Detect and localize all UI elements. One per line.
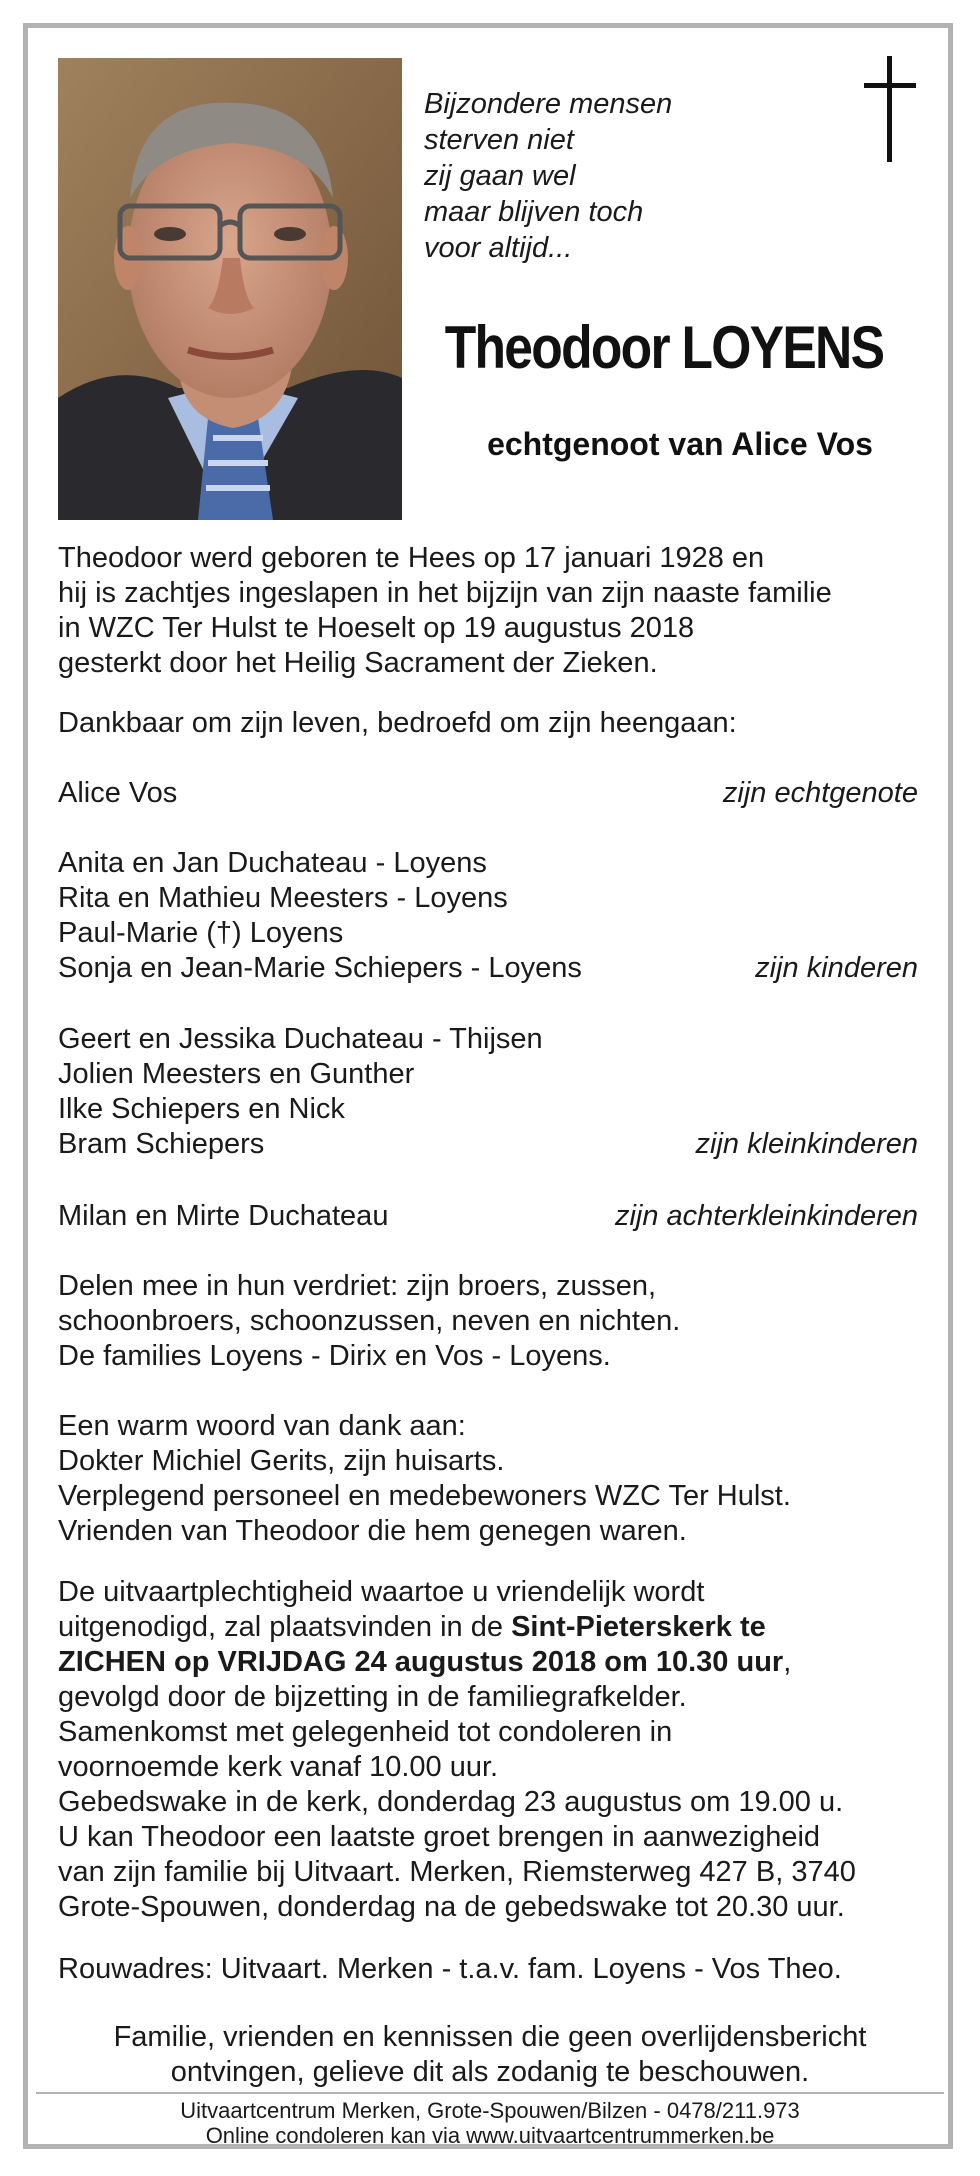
- family-great-grandchildren: [58, 1199, 918, 1234]
- family-member: Alice Vos: [58, 777, 178, 809]
- family-member: Bram Schiepers: [58, 1128, 265, 1160]
- sharing-line: De families Loyens - Dirix en Vos - Loyens.: [58, 1340, 611, 1372]
- family-member: Milan en Mirte Duchateau: [58, 1200, 389, 1232]
- motto-line: voor altijd...: [424, 232, 573, 264]
- mourning-address: Rouwadres: Uitvaart. Merken - t.a.v. fam. Loyens - Vos Theo.: [58, 1953, 842, 1985]
- funeral-text: ,: [783, 1646, 792, 1678]
- funeral-text: uitgenodigd, zal plaatsvinden in de: [58, 1611, 512, 1643]
- family-member: Sonja en Jean-Marie Schiepers - Loyens: [58, 952, 582, 984]
- thanks-line: Een warm woord van dank aan:: [58, 1410, 466, 1442]
- deceased-name: Theodoor LOYENS: [444, 314, 884, 381]
- portrait-photo: [58, 58, 402, 520]
- motto-line: sterven niet: [424, 124, 574, 156]
- grateful-line: Dankbaar om zijn leven, bedroefd om zijn heengaan:: [58, 707, 737, 739]
- thanks-paragraph: [58, 1409, 918, 1549]
- sharing-line: schoonbroers, schoonzussen, neven en nichten.: [58, 1305, 681, 1337]
- family-children: [58, 846, 918, 986]
- family-grandchildren: [58, 1022, 918, 1162]
- spouse-line: echtgenoot van Alice Vos: [487, 426, 873, 462]
- family-member: Ilke Schiepers en Nick: [58, 1093, 345, 1125]
- closing-line: ontvingen, gelieve dit als zodanig te beschouwen.: [170, 2056, 810, 2088]
- motto-line: maar blijven toch: [424, 196, 644, 228]
- relation-label: zijn kinderen: [755, 952, 918, 984]
- intro-line: gesterkt door het Heilig Sacrament der Zieken.: [58, 647, 658, 679]
- funeral-paragraph: [58, 1575, 918, 1925]
- intro-line: hij is zachtjes ingeslapen in het bijzijn van zijn naaste familie: [58, 577, 832, 609]
- family-member: Anita en Jan Duchateau - Loyens: [58, 847, 487, 879]
- funeral-line: [58, 1645, 918, 1680]
- funeral-line: van zijn familie bij Uitvaart. Merken, Riemsterweg 427 B, 3740: [58, 1856, 856, 1888]
- motto-verse: [424, 86, 724, 266]
- motto-line: Bijzondere mensen: [424, 88, 673, 120]
- relation-label: zijn echtgenote: [722, 777, 918, 809]
- funeral-line: Gebedswake in de kerk, donderdag 23 augustus om 19.00 u.: [58, 1786, 844, 1818]
- footer-divider: [36, 2092, 944, 2094]
- intro-line: Theodoor werd geboren te Hees op 17 januari 1928 en: [58, 542, 765, 574]
- funeral-line: [58, 1610, 918, 1645]
- funeral-line: De uitvaartplechtigheid waartoe u vriendelijk wordt: [58, 1576, 705, 1608]
- footer-contact: Uitvaartcentrum Merken, Grote-Spouwen/Bilzen - 0478/211.973: [180, 2098, 800, 2123]
- funeral-line: Grote-Spouwen, donderdag na de gebedswake tot 20.30 uur.: [58, 1891, 845, 1923]
- intro-line: in WZC Ter Hulst te Hoeselt op 19 augustus 2018: [58, 612, 695, 644]
- funeral-line: U kan Theodoor een laatste groet brengen in aanwezigheid: [58, 1821, 821, 1853]
- family-member: Geert en Jessika Duchateau - Thijsen: [58, 1023, 543, 1055]
- funeral-line: gevolgd door de bijzetting in de familiegrafkelder.: [58, 1681, 687, 1713]
- footer-website: Online condoleren kan via www.uitvaartcentrummerken.be: [205, 2123, 775, 2148]
- closing-notice: [40, 2020, 940, 2090]
- family-member: Rita en Mathieu Meesters - Loyens: [58, 882, 508, 914]
- family-member: Jolien Meesters en Gunther: [58, 1058, 415, 1090]
- funeral-line: Samenkomst met gelegenheid tot condoleren in: [58, 1716, 673, 1748]
- family-wife: [58, 776, 918, 811]
- funeral-line: voornoemde kerk vanaf 10.00 uur.: [58, 1751, 499, 1783]
- sharing-line: Delen mee in hun verdriet: zijn broers, zussen,: [58, 1270, 657, 1302]
- sharing-paragraph: [58, 1269, 918, 1374]
- latin-cross-icon: [860, 56, 920, 167]
- footer: [40, 2098, 940, 2148]
- thanks-line: Dokter Michiel Gerits, zijn huisarts.: [58, 1445, 505, 1477]
- intro-paragraph: [58, 541, 918, 681]
- motto-line: zij gaan wel: [424, 160, 576, 192]
- family-member: Paul-Marie (†) Loyens: [58, 917, 344, 949]
- relation-label: zijn kleinkinderen: [695, 1128, 918, 1160]
- funeral-date-time: ZICHEN op VRIJDAG 24 augustus 2018 om 10.30 uur: [58, 1646, 784, 1678]
- church-name: Sint-Pieterskerk te: [511, 1611, 766, 1643]
- relation-label: zijn achterkleinkinderen: [614, 1200, 918, 1232]
- thanks-line: Verplegend personeel en medebewoners WZC Ter Hulst.: [58, 1480, 791, 1512]
- closing-line: Familie, vrienden en kennissen die geen overlijdensbericht: [113, 2021, 867, 2053]
- thanks-line: Vrienden van Theodoor die hem genegen waren.: [58, 1515, 687, 1547]
